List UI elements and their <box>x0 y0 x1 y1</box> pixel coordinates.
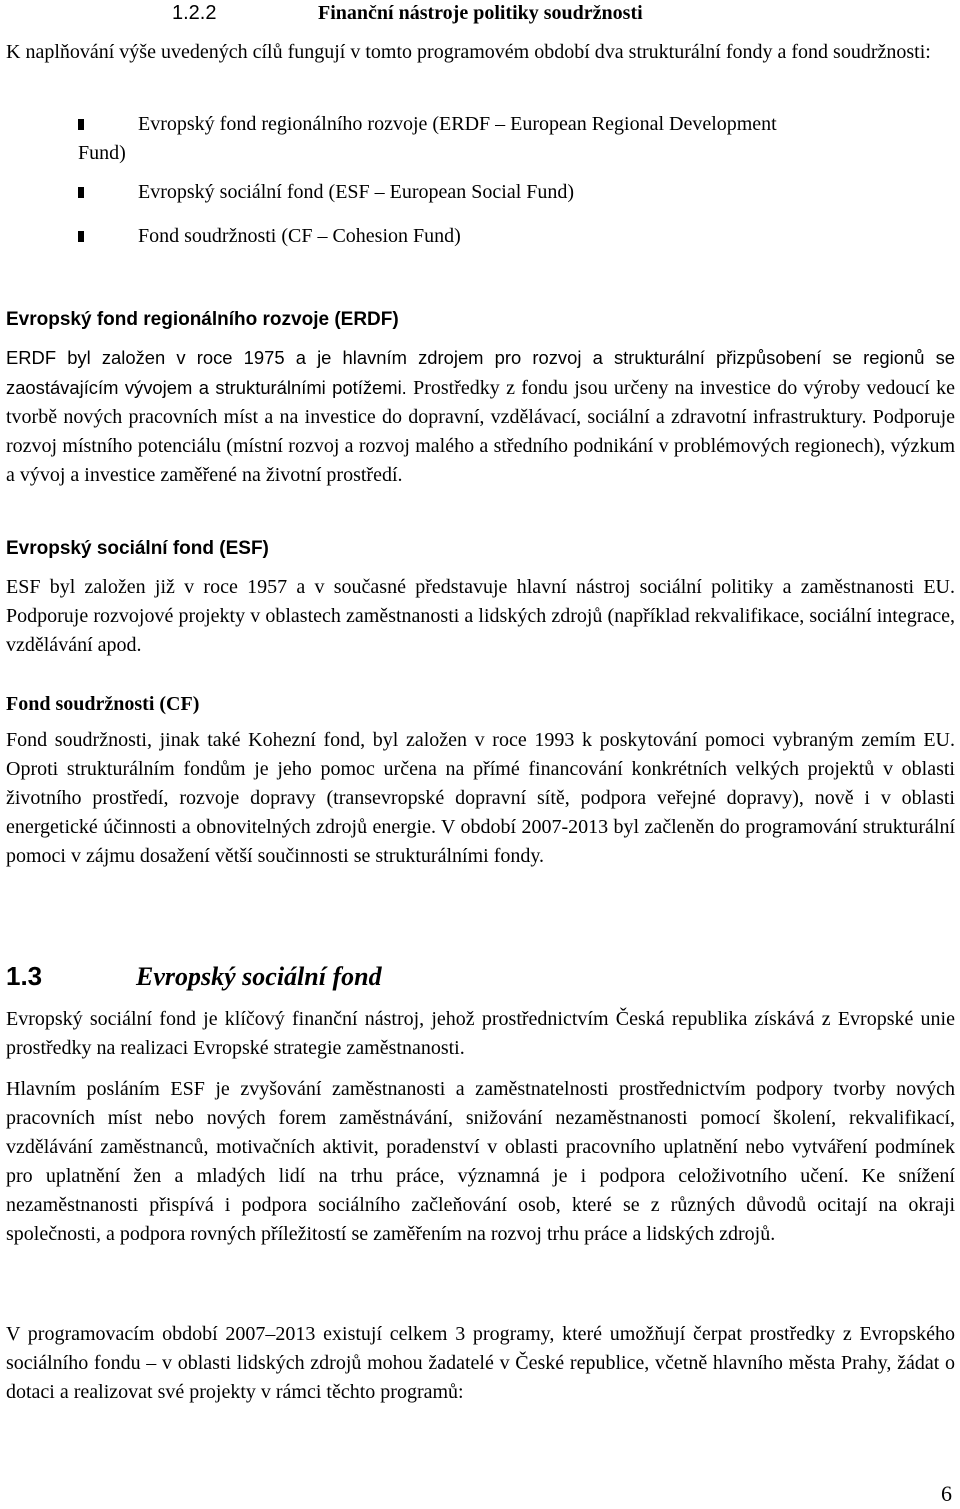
section-heading-1-2-2 <box>172 0 643 26</box>
bullet-icon <box>78 187 84 198</box>
bullet-icon <box>78 231 84 242</box>
section-heading-1-3 <box>6 958 382 995</box>
esf-mission-paragraph: Hlavním posláním ESF je zvyšování zaměstnanosti a zaměstnatelnosti prostřednictvím podpory tvorby nových pracovních míst nebo nových forem zaměstnávání, snižování nezaměstnanosti pomocí školení, rekvalifikací, vzdělávání zaměstnanců, motivačních aktivit, poradenství v oblasti pracovního uplatnění nebo vytváření podmínek pro uplatnění žen a mladých lidí na trhu práce, významná je i podpora celoživotního učení. Ke snížení nezaměstnanosti přispívá i podpora sociálního začleňování osob, které se z různých důvodů ocitají na okraji společnosti, a podpora rovných příležitostí se zaměřením na rozvoj trhu práce a lidských zdrojů. <box>6 1078 955 1245</box>
section-number: 1.3 <box>6 961 43 991</box>
section-title: Evropský sociální fond <box>136 962 382 991</box>
erdf-text-part-2: Prostředky z fondu jsou určeny na investice do výroby vedoucí ke tvorbě nových pracovních míst a na investice do dopravní, vzdělávací, sociální a zdravotní infrastruktury. Podporuje rozvoj místního potenciálu (místní rozvoj a rozvoj malého a středního podnikání v problémových regionech), výzkum a vývoj a investice zaměřené na životní prostředí. <box>6 377 956 486</box>
page-number: 6 <box>941 1481 952 1506</box>
erdf-title: Evropský fond regionálního rozvoje (ERDF) <box>6 309 399 330</box>
list-item-text: Evropský sociální fond (ESF ‒ European Social Fund) <box>138 181 575 203</box>
section-number: 1.2.2 <box>172 2 217 24</box>
cf-title: Fond soudržnosti (CF) <box>6 693 200 715</box>
intro-paragraph: K naplňování výše uvedených cílů fungují v tomto programovém období dva strukturální fondy a fond soudržnosti: <box>6 41 931 63</box>
bullet-icon <box>78 119 84 130</box>
esf-paragraph: ESF byl založen již v roce 1957 a v současné představuje hlavní nástroj sociální politiky a zaměstnanosti EU. Podporuje rozvojové projekty v oblastech zaměstnanosti a lidských zdrojů (například rekvalifikace, sociální integrace, vzdělávání apod. <box>6 576 955 656</box>
erdf-text-part-1: ERDF byl založen v roce 1975 a je hlavním zdrojem pro rozvoj a strukturální přizpůsobení se regionů se zaostávajícím vývojem a strukturálními potížemi. <box>6 347 955 398</box>
list-item-text: Fund) <box>78 142 126 164</box>
erdf-paragraph <box>6 343 955 490</box>
esf-intro-paragraph: Evropský sociální fond je klíčový finanční nástroj, jehož prostřednictvím Česká republika získává z Evropské unie prostředky na realizaci Evropské strategie zaměstnanosti. <box>6 1008 955 1059</box>
cf-paragraph: Fond soudržnosti, jinak také Kohezní fond, byl založen v roce 1993 k poskytování pomoci vybraným zemím EU. Oproti strukturálním fondům je jeho pomoc určena na přímé financování konkrétních velkých projektů v oblasti životního prostředí, rozvoje dopravy (transevropské dopravní sítě, podpora veřejné dopravy), nově i v oblasti energetické účinnosti a obnovitelných zdrojů energie. V období 2007-2013 byl začleněn do programování strukturální pomoci v zájmu dosažení větší součinnosti se strukturálními fondy. <box>6 729 955 867</box>
section-title: Finanční nástroje politiky soudržnosti <box>318 2 643 24</box>
programmes-paragraph: V programovacím období 2007‒2013 existují celkem 3 programy, které umožňují čerpat prostředky z Evropského sociálního fondu ‒ v oblasti lidských zdrojů mohou žadatelé v České republice, včetně hlavního města Prahy, žádat o dotaci a realizovat své projekty v rámci těchto programů: <box>6 1323 955 1403</box>
esf-title: Evropský sociální fond (ESF) <box>6 538 269 559</box>
list-item-text: Fond soudržnosti (CF ‒ Cohesion Fund) <box>138 225 461 247</box>
list-item-text: Evropský fond regionálního rozvoje (ERDF ‒ European Regional Development <box>138 113 777 135</box>
